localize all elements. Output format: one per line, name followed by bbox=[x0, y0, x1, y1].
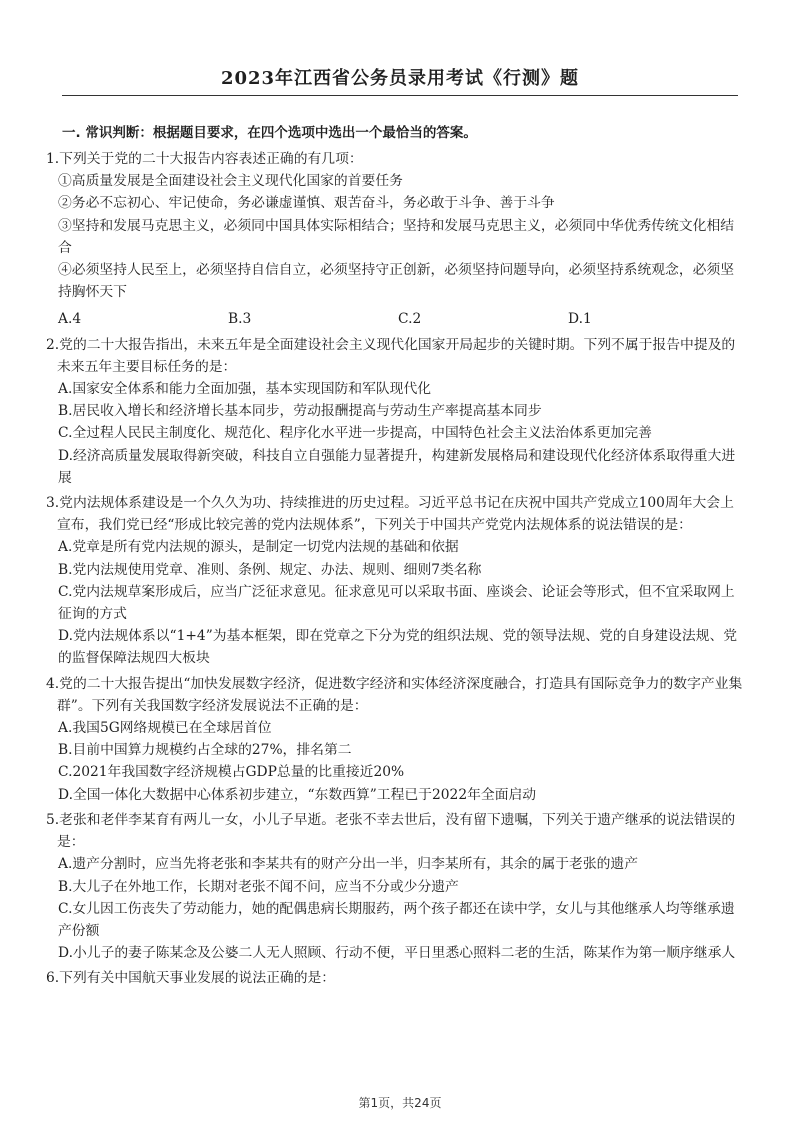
statement-item: ①高质量发展是全面建设社会主义现代化国家的首要任务 bbox=[58, 173, 403, 190]
answer-options bbox=[46, 308, 746, 330]
question-3 bbox=[46, 492, 746, 670]
question-6 bbox=[46, 967, 746, 989]
question-5 bbox=[46, 809, 746, 964]
option-d: D.小儿子的妻子陈某念及公婆二人无人照顾、行动不便，平日里悉心照料二老的生活，陈某作为第一顺序继承人 bbox=[58, 945, 736, 962]
page-title: 2023年江西省公务员录用考试《行测》题 bbox=[220, 68, 580, 89]
question-list bbox=[46, 148, 746, 993]
option-a: A.国家安全体系和能力全面加强，基本实现国防和军队现代化 bbox=[58, 381, 432, 398]
option-b: B.3 bbox=[228, 311, 252, 328]
option-d: D.党内法规体系以“1+4”为基本框架，即在党章之下分为党的组织法规、党的领导法规、党的自身建设法规、党的监督保障法规四大板块 bbox=[58, 628, 738, 667]
option-a: A.我国5G网络规模已在全球居首位 bbox=[58, 720, 272, 737]
option-c: C.2 bbox=[398, 311, 422, 328]
statement-item: ④必须坚持人民至上，必须坚持自信自立，必须坚持守正创新，必须坚持问题导向，必须坚持系统观念，必须坚持胸怀天下 bbox=[58, 262, 735, 301]
option-a: A.遗产分割时，应当先将老张和李某共有的财产分出一半，归李某所有，其余的属于老张的遗产 bbox=[58, 856, 639, 873]
question-stem: 6.下列有关中国航天事业发展的说法正确的是： bbox=[46, 970, 336, 987]
option-b: B.大儿子在外地工作，长期对老张不闻不问，应当不分或少分遗产 bbox=[58, 878, 459, 895]
section-heading: 一. 常识判断：根据题目要求，在四个选项中选出一个最恰当的答案。 bbox=[62, 125, 477, 141]
question-stem: 2.党的二十大报告指出，未来五年是全面建设社会主义现代化国家开局起步的关键时期。下列不属于报告中提及的未来五年主要目标任务的是： bbox=[46, 336, 736, 375]
question-stem: 5.老张和老伴李某育有两儿一女，小儿子早逝。老张不幸去世后，没有留下遗嘱，下列关于遗产继承的说法错误的是： bbox=[46, 811, 736, 851]
question-stem: 4.党的二十大报告提出“加快发展数字经济，促进数字经济和实体经济深度融合，打造具有国际竞争力的数字产业集群”。下列有关我国数字经济发展说法不正确的是： bbox=[46, 675, 743, 714]
option-d: D.全国一体化大数据中心体系初步建立，“东数西算”工程已于2022年全面启动 bbox=[58, 786, 537, 803]
option-b: B.目前中国算力规模约占全球的27%，排名第二 bbox=[58, 742, 352, 759]
question-stem: 3.党内法规体系建设是一个久久为功、持续推进的历史过程。习近平总书记在庆祝中国共产党成立100周年大会上宣布，我们党已经“形成比较完善的党内法规体系”，下列关于中国共产党党内法规体系的说法错误的是： bbox=[46, 495, 734, 534]
option-a: A.党章是所有党内法规的源头，是制定一切党内法规的基础和依据 bbox=[58, 539, 459, 556]
page-number: 第1页，共24页 bbox=[358, 1096, 442, 1110]
option-c: C.女儿因工伤丧失了劳动能力，她的配偶患病长期服药，两个孩子都还在读中学，女儿与其他继承人均等继承遗产份额 bbox=[58, 900, 735, 939]
question-1 bbox=[46, 148, 746, 331]
option-c: C.全过程人民民主制度化、规范化、程序化水平进一步提高，中国特色社会主义法治体系更加完善 bbox=[58, 425, 652, 442]
option-b: B.居民收入增长和经济增长基本同步，劳动报酬提高与劳动生产率提高基本同步 bbox=[58, 403, 542, 420]
option-d: D.1 bbox=[568, 311, 592, 328]
option-d: D.经济高质量发展取得新突破，科技自立自强能力显著提升，构建新发展格局和建设现代化经济体系取得重大进展 bbox=[58, 447, 736, 486]
statement-item: ②务必不忘初心、牢记使命，务必谦虚谨慎、艰苦奋斗，务必敢于斗争、善于斗争 bbox=[58, 195, 555, 212]
option-a: A.4 bbox=[58, 311, 82, 328]
question-stem: 1.下列关于党的二十大报告内容表述正确的有几项： bbox=[46, 151, 363, 167]
statement-item: ③坚持和发展马克思主义，必须同中国具体实际相结合；坚持和发展马克思主义，必须同中华优秀传统文化相结合 bbox=[58, 217, 735, 256]
title-underline bbox=[62, 95, 738, 96]
option-c: C.2021年我国数字经济规模占GDP总量的比重接近20% bbox=[58, 764, 405, 781]
option-b: B.党内法规使用党章、准则、条例、规定、办法、规则、细则7类名称 bbox=[58, 561, 482, 578]
option-c: C.党内法规草案形成后，应当广泛征求意见。征求意见可以采取书面、座谈会、论证会等形式，但不宜采取网上征询的方式 bbox=[58, 583, 735, 623]
question-4 bbox=[46, 673, 746, 806]
question-2 bbox=[46, 334, 746, 489]
